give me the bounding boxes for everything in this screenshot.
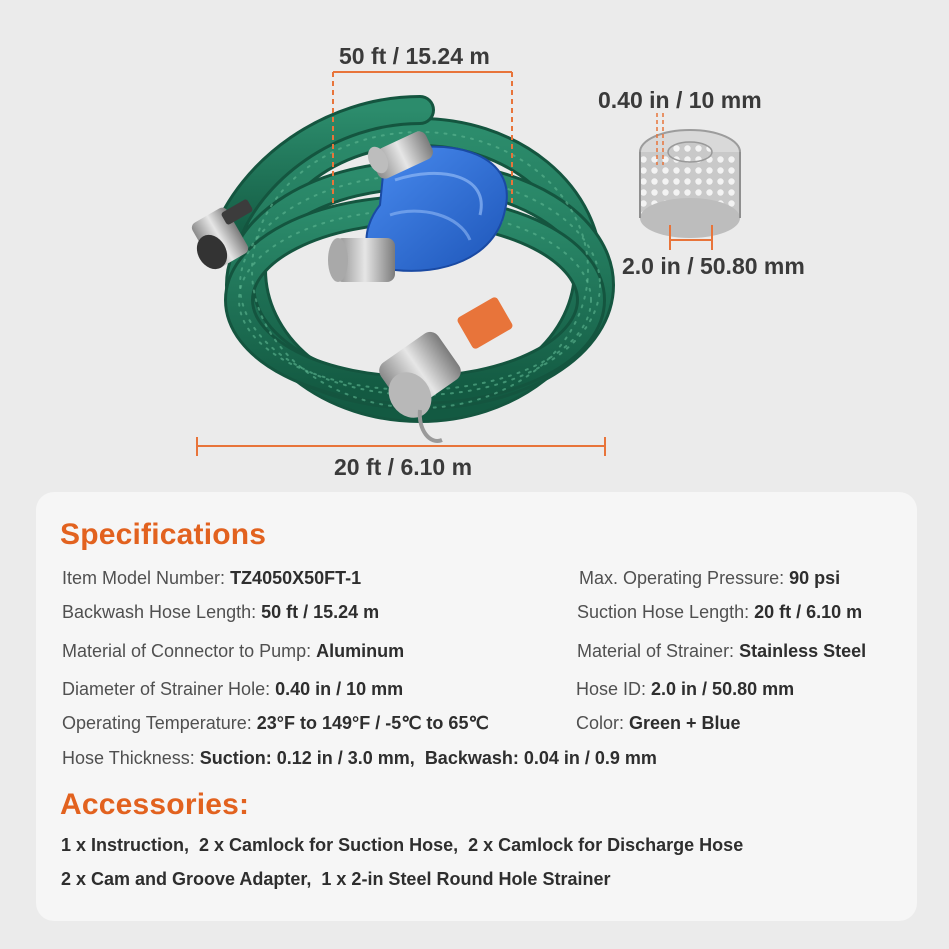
specifications-title: Specifications bbox=[60, 518, 267, 551]
strainer-image bbox=[640, 130, 740, 238]
spec-model-number: Item Model Number: TZ4050X50FT-1 bbox=[62, 568, 362, 588]
spec-operating-temperature: Operating Temperature: 23°F to 149°F / -5℃ to 65℃ bbox=[62, 713, 489, 733]
strainer-diameter-label: 2.0 in / 50.80 mm bbox=[622, 253, 805, 279]
hose-label bbox=[456, 296, 514, 350]
spec-max-pressure: Max. Operating Pressure: 90 psi bbox=[579, 568, 841, 588]
spec-strainer-material: Material of Strainer: Stainless Steel bbox=[577, 641, 867, 661]
spec-color: Color: Green + Blue bbox=[576, 713, 741, 733]
backwash-length-label: 50 ft / 15.24 m bbox=[339, 43, 490, 69]
suction-length-label: 20 ft / 6.10 m bbox=[334, 454, 473, 480]
accessories-line-2: 2 x Cam and Groove Adapter, 1 x 2-in Steel Round Hole Strainer bbox=[61, 869, 611, 889]
accessories-line-1: 1 x Instruction, 2 x Camlock for Suction Hose, 2 x Camlock for Discharge Hose bbox=[61, 835, 744, 855]
spec-backwash-length: Backwash Hose Length: 50 ft / 15.24 m bbox=[62, 602, 380, 622]
specifications-card bbox=[36, 492, 917, 921]
spec-suction-length: Suction Hose Length: 20 ft / 6.10 m bbox=[577, 602, 863, 622]
spec-connector-material: Material of Connector to Pump: Aluminum bbox=[62, 641, 405, 661]
accessories-title: Accessories: bbox=[60, 788, 250, 821]
strainer-hole-label: 0.40 in / 10 mm bbox=[598, 87, 762, 113]
spec-hose-thickness: Hose Thickness: Suction: 0.12 in / 3.0 mm, Backwash: 0.04 in / 0.9 mm bbox=[62, 748, 657, 768]
spec-hose-id: Hose ID: 2.0 in / 50.80 mm bbox=[576, 679, 795, 699]
spec-strainer-hole: Diameter of Strainer Hole: 0.40 in / 10 mm bbox=[62, 679, 404, 699]
